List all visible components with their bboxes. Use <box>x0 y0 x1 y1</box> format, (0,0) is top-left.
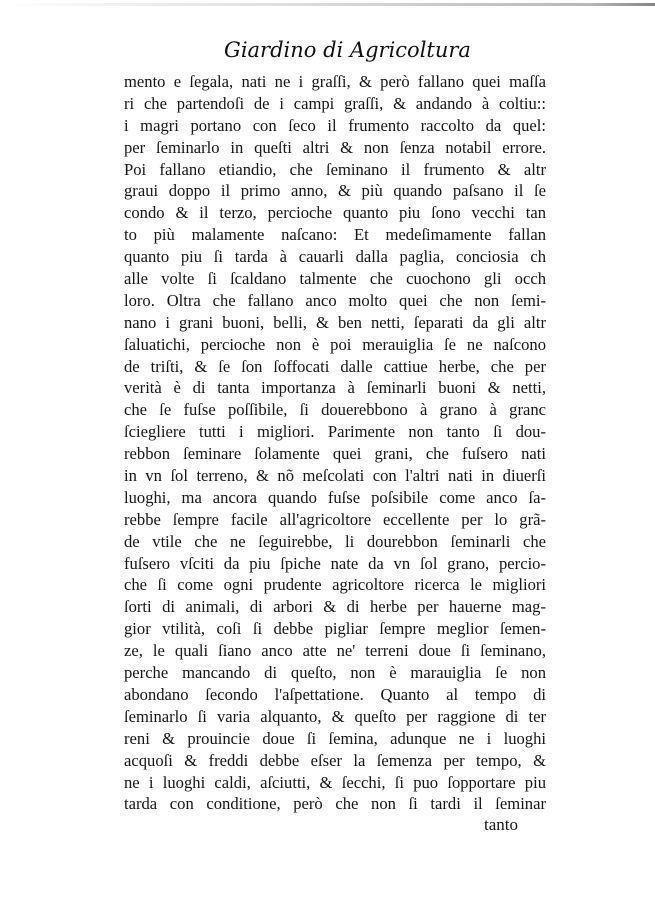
text-line: i magri portano con ſeco il frumento raccolto da quel: <box>124 115 546 135</box>
text-line: che ſe fuſse poſſibile, ſi douerebbono à grano à granc <box>124 400 546 420</box>
text-line: perche mancando di queſto, non è marauiglia ſe non <box>124 663 546 683</box>
text-line: ſciegliere tutti i migliori. Parimente non tanto ſi dou- <box>124 422 546 442</box>
text-line: in vn ſol terreno, & nõ meſcolati con l'altri nati in diuerſi <box>124 466 546 486</box>
text-line: ſorti di animali, di arbori & di herbe per hauerne mag- <box>124 597 546 617</box>
text-line: condo & il terzo, percioche quanto piu ſono vecchi tan <box>124 203 546 223</box>
text-line: de triſti, & ſe ſon ſoffocati dalle cattiue herbe, che per <box>124 356 546 376</box>
text-line: mento e ſegala, nati ne i graſſi, & però fallano quei maſſa <box>124 72 546 91</box>
page-body-text <box>124 71 546 815</box>
text-line: che ſi come ogni prudente agricoltore ricerca le migliori <box>124 575 546 595</box>
text-line: verità è di tanta importanza à ſeminarli buoni & netti, <box>124 378 546 398</box>
text-line: luoghi, ma ancora quando fuſse poſsibile come anco ſa- <box>124 487 546 507</box>
scan-edge <box>0 3 655 6</box>
text-line: alle volte ſi ſcaldano talmente che cuochono gli occh <box>124 269 546 289</box>
text-line: abondano ſecondo l'aſpettatione. Quanto al tempo di <box>124 684 546 704</box>
text-line: reni & prouincie doue ſi ſemina, adunque ne i luoghi <box>124 728 546 748</box>
catchword: tanto <box>484 815 518 834</box>
text-line: graui doppo il primo anno, & più quando paſsano il ſe <box>124 181 546 201</box>
text-line: quanto piu ſi tarda à cauarli dalla paglia, conciosia ch <box>124 247 546 267</box>
text-line: de vtile che ne ſeguirebbe, li dourebbon ſeminarli che <box>124 531 546 551</box>
text-line: fuſsero vſciti da piu ſpiche nate da vn ſol grano, percio- <box>124 553 546 573</box>
text-line: per ſeminarlo in queſti altri & non ſenza notabil errore. <box>124 137 546 157</box>
text-line: acquoſi & freddi debbe eſser la ſemenza per tempo, & <box>124 750 546 770</box>
text-line: gior vtilità, coſi ſi debbe pigliar ſempre meglior ſemen- <box>124 619 546 639</box>
text-line: rebbe ſempre facile all'agricoltore eccellente per lo grã- <box>124 509 546 529</box>
text-line: ſeminarlo ſi varia alquanto, & queſto per raggione di ter <box>124 706 546 726</box>
text-line: to più malamente naſcano: Et medeſimamente fallan <box>124 225 546 245</box>
text-line: ne i luoghi caldi, aſciutti, & ſecchi, ſi puo ſopportare piu <box>124 772 546 792</box>
text-line: nano i grani buoni, belli, & ben netti, ſeparati da gli altr <box>124 312 546 332</box>
running-head: Giardino di Agricoltura <box>224 38 471 62</box>
text-line: loro. Oltra che fallano anco molto quei che non ſemi- <box>124 290 546 310</box>
text-line: ri che partendoſi de i campi graſſi, & andando à coltiu:: <box>124 93 546 113</box>
text-line: rebbon ſeminare ſolamente quei grani, che fuſsero nati <box>124 444 546 464</box>
text-line: ze, le quali ſiano anco atte ne' terreni doue ſi ſeminano, <box>124 641 546 661</box>
text-line: tarda con conditione, però che non ſi tardi il ſeminar <box>124 794 546 814</box>
text-line: ſaluatichi, percioche non è poi merauiglia ſe ne naſcono <box>124 334 546 354</box>
text-line: Poi fallano etiandio, che ſeminano il frumento & altr <box>124 159 546 179</box>
